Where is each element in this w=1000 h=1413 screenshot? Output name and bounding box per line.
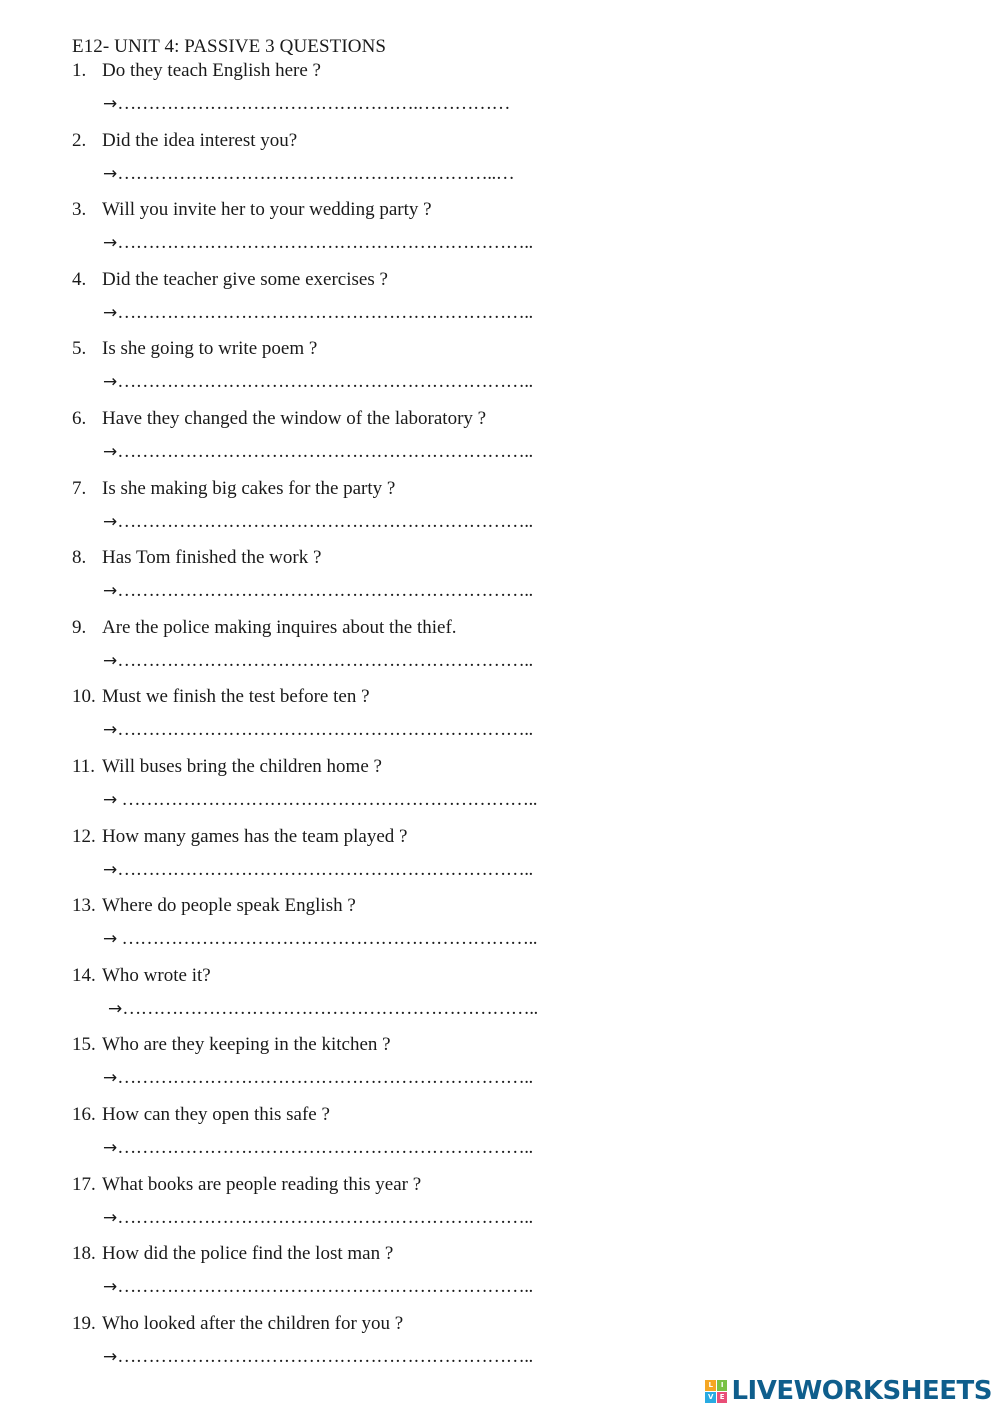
question-text: Who are they keeping in the kitchen ? xyxy=(102,1034,391,1056)
question-number: 4. xyxy=(72,268,87,290)
question-number: 1. xyxy=(72,60,87,81)
question-text: Have they changed the window of the laboratory ? xyxy=(102,408,487,429)
arrow-right-icon: → xyxy=(103,233,118,254)
question-item xyxy=(72,617,872,639)
question-item xyxy=(72,965,872,987)
logo-mark-cell: L xyxy=(705,1380,716,1391)
question-text: Who looked after the children for you ? xyxy=(102,1312,404,1334)
answer-blank[interactable]: ………………………………………………………….. xyxy=(117,649,533,671)
question-text: Do they teach English here ? xyxy=(102,60,321,81)
answer-line[interactable] xyxy=(103,928,623,950)
liveworksheets-logo xyxy=(705,1375,992,1407)
question-text: Is she going to write poem ? xyxy=(102,338,318,360)
question-text: How can they open this safe ? xyxy=(102,1104,330,1125)
answer-blank[interactable]: ……………………………………………………..… xyxy=(117,162,515,184)
question-item xyxy=(72,826,872,848)
arrow-right-icon: → xyxy=(103,1277,118,1298)
logo-mark-cell: E xyxy=(717,1392,728,1403)
arrow-right-icon: → xyxy=(103,929,118,950)
arrow-right-icon: → xyxy=(103,94,118,114)
question-item xyxy=(72,338,872,360)
question-item xyxy=(72,1313,872,1335)
arrow-right-icon: → xyxy=(103,1207,118,1228)
answer-line[interactable] xyxy=(103,302,623,324)
answer-blank[interactable]: ………………………………………………………….. xyxy=(122,997,538,1019)
question-item xyxy=(72,895,872,917)
answer-line[interactable] xyxy=(103,1137,623,1159)
question-number: 14. xyxy=(72,964,96,986)
arrow-right-icon: → xyxy=(103,511,118,532)
question-text: Will buses bring the children home ? xyxy=(102,756,382,777)
arrow-right-icon: → xyxy=(108,998,123,1019)
answer-line[interactable] xyxy=(108,998,628,1020)
answer-blank[interactable]: ………………………………………………………….. xyxy=(117,1276,533,1298)
question-text: Must we finish the test before ten ? xyxy=(102,686,370,708)
answer-line[interactable] xyxy=(103,789,623,811)
answer-line[interactable] xyxy=(103,163,623,185)
answer-line[interactable] xyxy=(103,859,623,881)
question-text: Where do people speak English ? xyxy=(102,895,356,917)
answer-blank[interactable]: ………………………………………………………….. xyxy=(117,1137,533,1158)
question-text: How many games has the team played ? xyxy=(102,825,408,847)
answer-blank[interactable]: ………………………………………………………….. xyxy=(117,371,533,393)
arrow-right-icon: → xyxy=(103,163,118,184)
answer-blank[interactable]: ………………………………………………………….. xyxy=(117,510,533,532)
question-number: 12. xyxy=(72,825,96,847)
logo-mark-cell: V xyxy=(705,1392,716,1403)
liveworksheets-logo-mark xyxy=(705,1380,727,1402)
answer-blank[interactable]: ………………………………………………………….. xyxy=(117,580,533,602)
question-item xyxy=(72,547,872,569)
question-item xyxy=(72,756,872,778)
arrow-right-icon: → xyxy=(103,720,118,741)
arrow-right-icon: → xyxy=(103,1346,118,1367)
worksheet-title: E12- UNIT 4: PASSIVE 3 QUESTIONS xyxy=(72,36,387,57)
question-item xyxy=(72,130,872,152)
question-item xyxy=(72,199,872,221)
question-number: 3. xyxy=(72,199,87,221)
answer-line[interactable] xyxy=(103,371,623,393)
question-number: 5. xyxy=(72,338,87,360)
answer-blank[interactable]: ………………………………………………………….. xyxy=(117,301,533,323)
logo-mark-cell: I xyxy=(717,1380,728,1391)
answer-blank[interactable]: ………………………………………………………….. xyxy=(117,1345,533,1367)
question-number: 16. xyxy=(72,1104,96,1125)
arrow-right-icon: → xyxy=(103,372,118,393)
question-number: 18. xyxy=(72,1243,96,1265)
answer-blank[interactable]: ………………………………………………………….. xyxy=(117,441,533,462)
arrow-right-icon: → xyxy=(103,442,118,462)
question-text: Did the idea interest you? xyxy=(102,129,298,151)
question-number: 13. xyxy=(72,895,96,917)
answer-line[interactable] xyxy=(103,93,623,115)
answer-line[interactable] xyxy=(103,1067,623,1089)
question-text: What books are people reading this year ? xyxy=(102,1173,422,1195)
question-item xyxy=(72,478,872,500)
question-text: Will you invite her to your wedding party ? xyxy=(102,199,432,221)
answer-line[interactable] xyxy=(103,1207,623,1229)
question-item xyxy=(72,408,872,430)
answer-line[interactable] xyxy=(103,511,623,533)
question-item xyxy=(72,686,872,708)
question-number: 10. xyxy=(72,686,96,708)
arrow-right-icon: → xyxy=(103,302,118,323)
question-number: 19. xyxy=(72,1312,96,1334)
question-number: 2. xyxy=(72,129,87,151)
liveworksheets-logo-text: LIVEWORKSHEETS xyxy=(731,1376,992,1406)
question-text: Are the police making inquires about the thief. xyxy=(102,616,457,638)
question-text: Is she making big cakes for the party ? xyxy=(102,477,396,499)
question-text: Has Tom finished the work ? xyxy=(102,547,322,569)
answer-blank[interactable]: ………………………………………………………….. xyxy=(117,928,537,950)
arrow-right-icon: → xyxy=(103,1138,118,1158)
arrow-right-icon: → xyxy=(103,650,118,671)
question-text: How did the police find the lost man ? xyxy=(102,1243,394,1265)
question-number: 8. xyxy=(72,547,87,569)
answer-line[interactable] xyxy=(103,232,623,254)
answer-line[interactable] xyxy=(103,580,623,602)
question-text: Who wrote it? xyxy=(102,964,211,986)
answer-line[interactable] xyxy=(103,719,623,741)
answer-line[interactable] xyxy=(103,1276,623,1298)
answer-blank[interactable]: ………………………………………………………….. xyxy=(117,232,533,254)
question-number: 7. xyxy=(72,477,87,499)
answer-blank[interactable]: ………………………………………………………….. xyxy=(117,719,533,741)
answer-blank[interactable]: ………………………………………………………….. xyxy=(117,858,533,880)
arrow-right-icon: → xyxy=(103,859,118,880)
question-item xyxy=(72,1243,872,1265)
question-item xyxy=(72,1104,872,1126)
question-number: 6. xyxy=(72,408,87,429)
arrow-right-icon: → xyxy=(103,790,118,810)
arrow-right-icon: → xyxy=(103,1068,118,1089)
answer-blank[interactable]: ………………………………………………………….. xyxy=(117,1206,533,1228)
question-number: 17. xyxy=(72,1173,96,1195)
arrow-right-icon: → xyxy=(103,581,118,602)
answer-line[interactable] xyxy=(103,441,623,463)
question-item xyxy=(72,1174,872,1196)
question-item xyxy=(72,1034,872,1056)
answer-blank[interactable]: ………………………………………….…………… xyxy=(117,93,510,114)
question-item xyxy=(72,60,872,82)
question-text: Did the teacher give some exercises ? xyxy=(102,268,388,290)
answer-line[interactable] xyxy=(103,1346,623,1368)
question-number: 15. xyxy=(72,1034,96,1056)
question-number: 9. xyxy=(72,616,87,638)
question-item xyxy=(72,269,872,291)
answer-line[interactable] xyxy=(103,650,623,672)
answer-blank[interactable]: ………………………………………………………….. xyxy=(117,1067,533,1089)
question-number: 11. xyxy=(72,756,96,777)
answer-blank[interactable]: ………………………………………………………….. xyxy=(117,789,537,810)
